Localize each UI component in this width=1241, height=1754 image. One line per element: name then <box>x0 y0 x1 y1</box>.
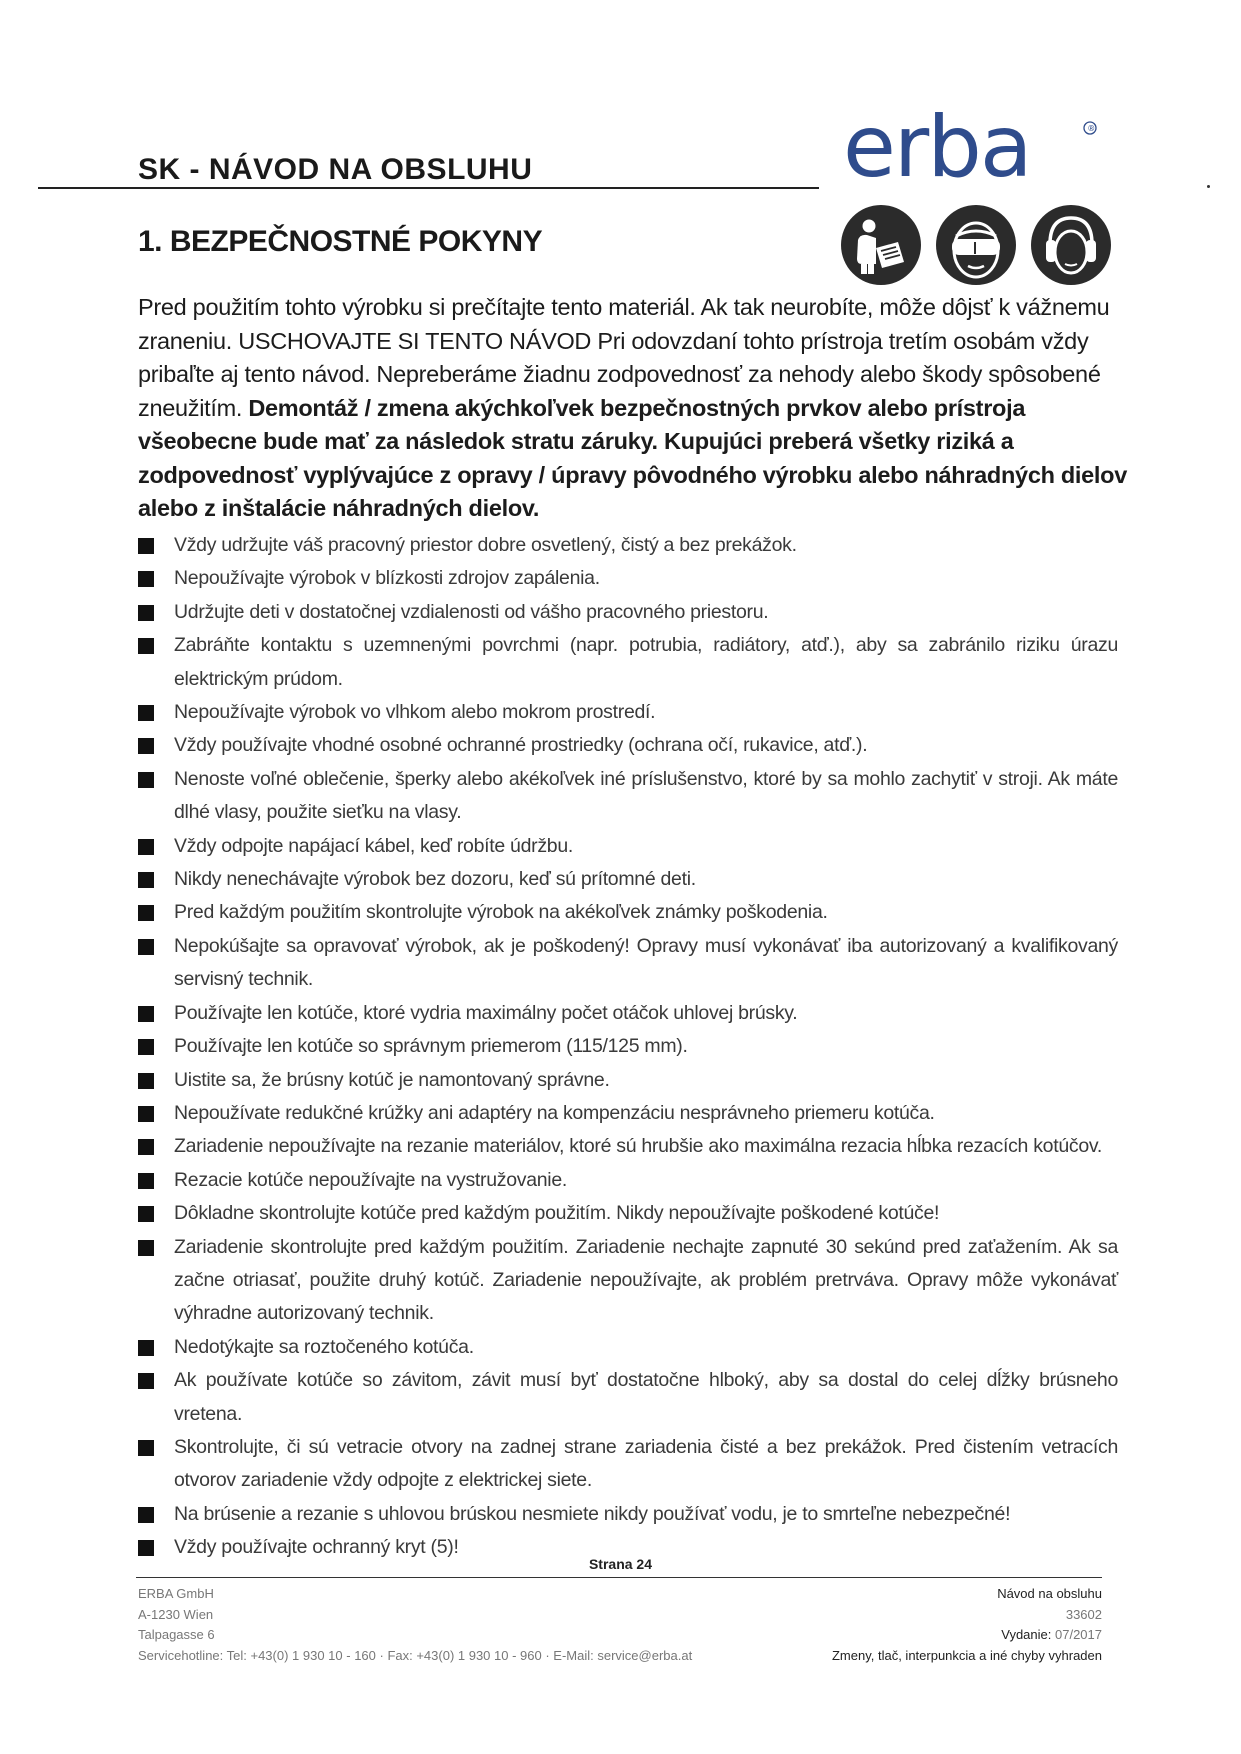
list-item <box>138 1364 1118 1431</box>
read-manual-icon <box>841 205 921 285</box>
list-item-text: Zariadenie nepoužívajte na rezanie materiálov, ktoré sú hrubšie ako maximálna rezacia hĺbka rezacích kotúčov. <box>174 1135 1102 1158</box>
list-item <box>138 896 1118 929</box>
bullet-square-icon <box>138 939 154 955</box>
list-item-text: Nepokúšajte sa opravovať výrobok, ak je poškodený! Opravy musí vykonávať iba autorizovaný a kvalifikovaný servisný technik. <box>174 934 1118 991</box>
footer-company-info <box>138 1584 692 1666</box>
header-divider <box>38 187 819 189</box>
bullet-square-icon <box>138 905 154 921</box>
list-item <box>138 696 1118 729</box>
list-item-text: Nenoste voľné oblečenie, šperky alebo akékoľvek iné príslušenstvo, ktoré by sa mohlo zachytiť v stroji. Ak máte dlhé vlasy, použite sieťku na vlasy. <box>174 767 1118 824</box>
list-item <box>138 1231 1118 1331</box>
bullet-square-icon <box>138 839 154 855</box>
bullet-square-icon <box>138 1540 154 1556</box>
page-number: Strana 24 <box>588 1556 653 1572</box>
list-item <box>138 629 1118 696</box>
section-title: 1. BEZPEČNOSTNÉ POKYNY <box>138 225 543 258</box>
bullet-square-icon <box>138 638 154 654</box>
list-item <box>138 1197 1118 1230</box>
list-item <box>138 1498 1118 1531</box>
footer-divider <box>136 1577 1102 1578</box>
list-item-text: Nepoužívajte výrobok vo vlhkom alebo mokrom prostredí. <box>174 701 656 724</box>
bullet-square-icon <box>138 1139 154 1155</box>
edition-line <box>832 1625 1102 1646</box>
list-item-text: Pred každým použitím skontrolujte výrobok na akékoľvek známky poškodenia. <box>174 901 828 924</box>
bullet-square-icon <box>138 705 154 721</box>
list-item <box>138 1097 1118 1130</box>
article-number: 33602 <box>1065 1606 1102 1622</box>
document-header-title: SK - NÁVOD NA OBSLUHU <box>138 153 533 186</box>
bullet-square-icon <box>138 605 154 621</box>
list-item-text: Nepoužívate redukčné krúžky ani adaptéry na kompenzáciu nesprávneho priemeru kotúča. <box>174 1101 935 1124</box>
safety-instructions-list <box>138 529 1118 1565</box>
list-item <box>138 1431 1118 1498</box>
svg-text:®: ® <box>1087 124 1096 133</box>
bullet-square-icon <box>138 772 154 788</box>
disclaimer: Zmeny, tlač, interpunkcia a iné chyby vyhraden <box>831 1647 1102 1663</box>
bullet-square-icon <box>138 1373 154 1389</box>
bullet-square-icon <box>138 1206 154 1222</box>
list-item <box>138 830 1118 863</box>
list-item-text: Vždy odpojte napájací kábel, keď robíte údržbu. <box>174 834 573 857</box>
list-item-text: Vždy používajte vhodné osobné ochranné prostriedky (ochrana očí, rukavice, atď.). <box>174 734 868 757</box>
edition-value: 07/2017 <box>1055 1627 1102 1642</box>
intro-text: Pred použitím tohto výrobku si prečítajte tento materiál. Ak tak neurobíte, môže dôjsť k vážnemu zraneniu. USCHOVAJTE SI TENTO NÁVOD Pri odovzdaní tohto prístroja tretím osobám vždy pribaľte aj tento návod. Nepreberáme žiadnu zodpovednosť za nehody alebo škody spôsobené zneužitím. <box>138 294 1110 421</box>
list-item <box>138 596 1118 629</box>
stray-dot <box>1207 185 1210 188</box>
document-type: Návod na obsluhu <box>997 1586 1102 1601</box>
bullet-square-icon <box>138 1006 154 1022</box>
bullet-square-icon <box>138 1106 154 1122</box>
intro-warranty-text: Demontáž / zmena akýchkoľvek bezpečnostných prvkov alebo prístroja všeobecne bude mať za následok stratu záruky. Kupujúci preberá všetky riziká a zodpovednosť vyplývajúce z opravy / úpravy pôvodného výrobku alebo náhradných dielov alebo z inštalácie náhradných dielov. <box>138 394 1127 521</box>
company-street: Talpagasse 6 <box>138 1627 215 1642</box>
list-item <box>138 997 1118 1030</box>
list-item <box>138 1164 1118 1197</box>
list-item-text: Rezacie kotúče nepoužívajte na vystružovanie. <box>174 1168 567 1191</box>
intro-paragraph <box>138 291 1138 526</box>
list-item-text: Nepoužívajte výrobok v blízkosti zdrojov zapálenia. <box>174 567 600 590</box>
bullet-square-icon <box>138 1507 154 1523</box>
bullet-square-icon <box>138 1173 154 1189</box>
list-item <box>138 529 1118 562</box>
bullet-square-icon <box>138 1340 154 1356</box>
edition-label: Vydanie: <box>1001 1627 1052 1642</box>
bullet-square-icon <box>138 1073 154 1089</box>
list-item <box>138 729 1118 762</box>
bullet-square-icon <box>138 571 154 587</box>
service-hotline: Servicehotline: Tel: +43(0) 1 930 10 - 160 · Fax: +43(0) 1 930 10 - 960 · E-Mail: service@erba.at <box>138 1647 693 1663</box>
list-item <box>138 1030 1118 1063</box>
list-item-text: Používajte len kotúče, ktoré vydria maximálny počet otáčok uhlovej brúsky. <box>174 1001 798 1024</box>
list-item <box>138 1130 1118 1163</box>
bullet-square-icon <box>138 738 154 754</box>
logo-text: erba <box>843 112 1031 190</box>
list-item-text: Dôkladne skontrolujte kotúče pred každým použitím. Nikdy nepoužívajte poškodené kotúče! <box>174 1202 940 1225</box>
company-name: ERBA GmbH <box>138 1586 214 1601</box>
bullet-square-icon <box>138 1440 154 1456</box>
list-item-text: Udržujte deti v dostatočnej vzdialenosti od vášho pracovného priestoru. <box>174 600 769 623</box>
list-item <box>138 1331 1118 1364</box>
bullet-square-icon <box>138 1039 154 1055</box>
erba-logo <box>843 112 1113 190</box>
list-item <box>138 863 1118 896</box>
bullet-square-icon <box>138 1240 154 1256</box>
list-item-text: Uistite sa, že brúsny kotúč je namontovaný správne. <box>174 1068 610 1091</box>
list-item-text: Skontrolujte, či sú vetracie otvory na zadnej strane zariadenia čisté a bez prekážok. Pred čistením vetracích otvorov zariadenie vždy odpojte z elektrickej siete. <box>174 1435 1118 1492</box>
list-item-text: Ak používate kotúče so závitom, závit musí byť dostatočne hlboký, aby sa dostal do celej dĺžky brúsneho vretena. <box>174 1369 1118 1425</box>
list-item-text: Zabráňte kontaktu s uzemnenými povrchmi (napr. potrubia, radiátory, atď.), aby sa zabránilo riziku úrazu elektrickým prúdom. <box>174 634 1118 690</box>
bullet-square-icon <box>138 538 154 554</box>
list-item-text: Vždy udržujte váš pracovný priestor dobre osvetlený, čistý a bez prekážok. <box>174 534 797 556</box>
list-item-text: Zariadenie skontrolujte pred každým použitím. Zariadenie nechajte zapnuté 30 sekúnd pred zaťažením. Ak sa začne otriasať, použite druhý kotúč. Zariadenie nepoužívajte, ak problém pretrváva. Opravy môže vykonávať výhradne autorizovaný technik. <box>174 1235 1118 1325</box>
list-item <box>138 763 1118 830</box>
bullet-square-icon <box>138 872 154 888</box>
list-item-text: Na brúsenie a rezanie s uhlovou brúskou nesmiete nikdy používať vodu, je to smrteľne nebezpečné! <box>174 1502 1011 1525</box>
footer-document-info <box>832 1584 1102 1666</box>
list-item-text: Nikdy nenechávajte výrobok bez dozoru, keď sú prítomné deti. <box>174 868 696 891</box>
company-city: A-1230 Wien <box>138 1606 214 1622</box>
list-item <box>138 562 1118 595</box>
list-item-text: Používajte len kotúče so správnym priemerom (115/125 mm). <box>174 1035 688 1058</box>
list-item <box>138 930 1118 997</box>
safety-goggles-icon <box>936 205 1016 285</box>
ear-protection-icon <box>1031 205 1111 285</box>
svg-text:erba <box>843 112 1031 190</box>
list-item <box>138 1064 1118 1097</box>
list-item-text: Vždy používajte ochranný kryt (5)! <box>174 1536 459 1559</box>
safety-icons <box>840 204 1112 286</box>
list-item-text: Nedotýkajte sa roztočeného kotúča. <box>174 1335 474 1358</box>
